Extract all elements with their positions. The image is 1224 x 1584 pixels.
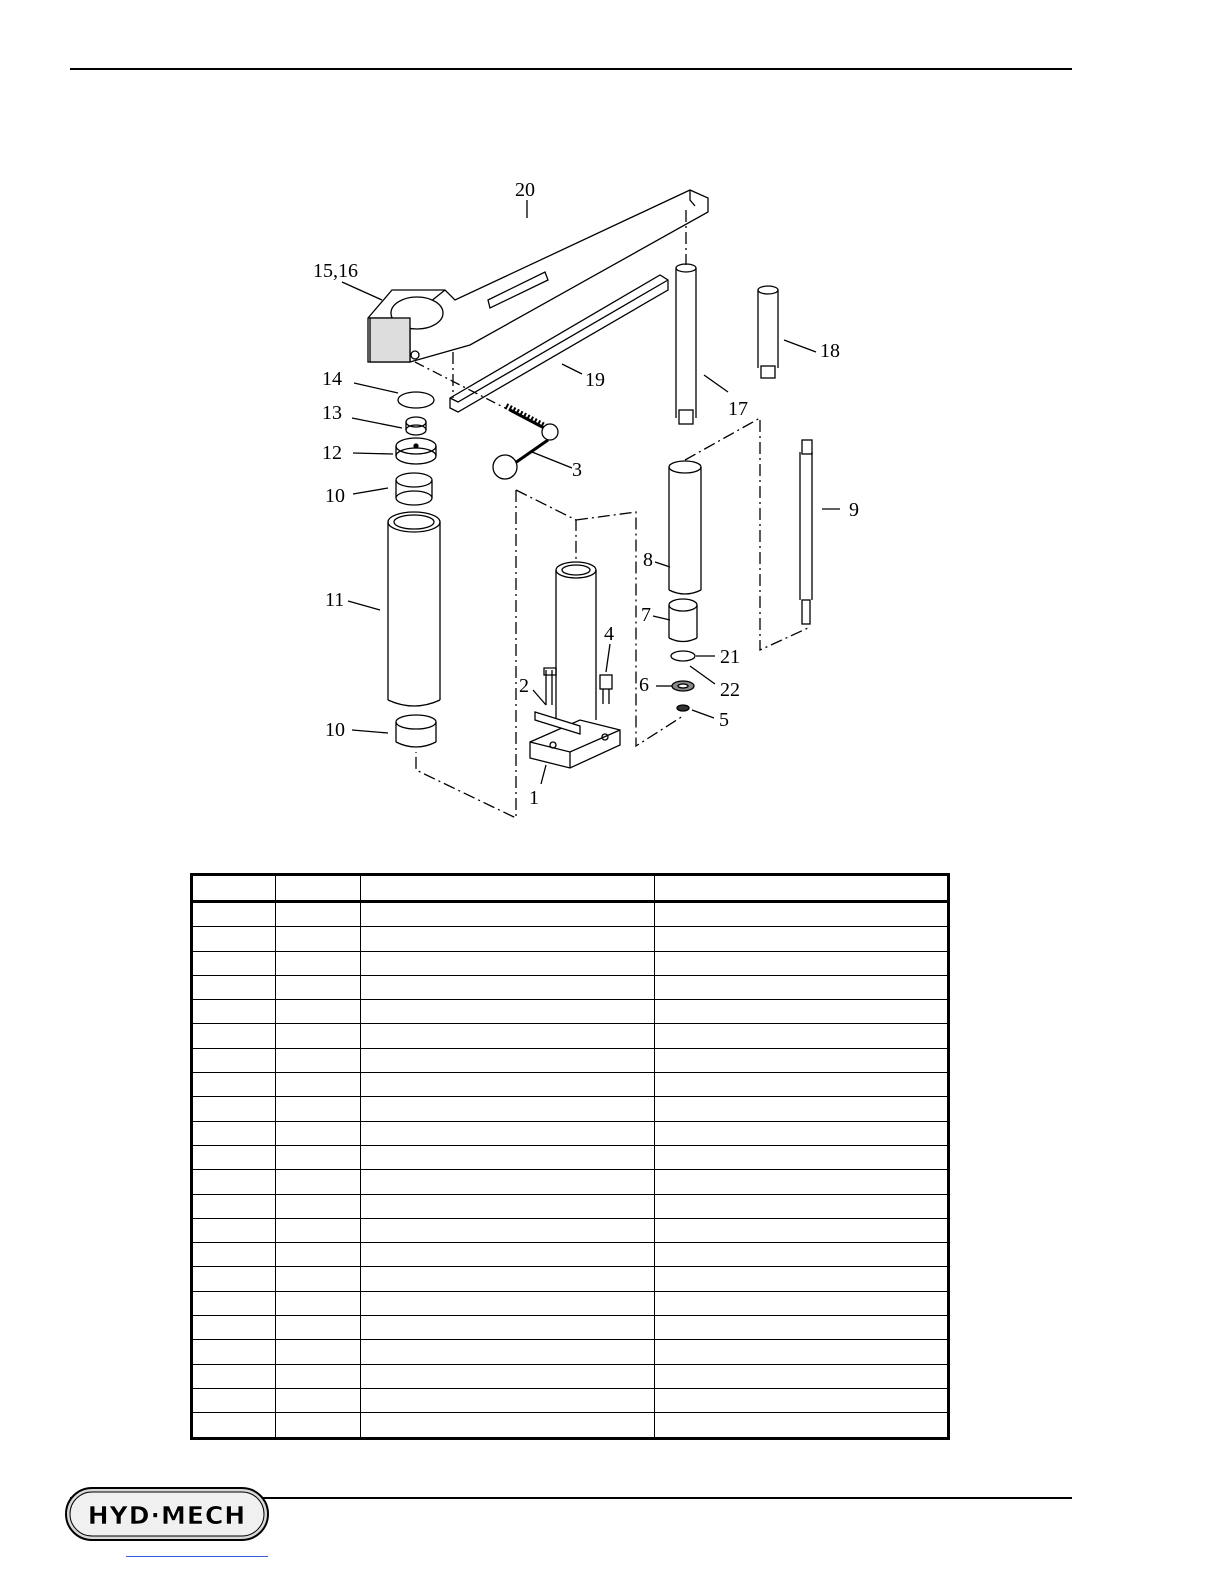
disc-12 [396,438,436,464]
callout-20: 20 [515,179,535,201]
table-cell [655,902,949,927]
callout-3: 3 [572,459,582,481]
table-row [192,1413,949,1438]
callout-10-bottom: 10 [325,719,345,741]
table-cell [361,1073,655,1097]
table-cell [192,1000,276,1024]
washer-13 [406,417,426,435]
table-cell [276,1218,361,1242]
collar-7 [669,599,697,642]
table-cell [361,951,655,975]
nut-5 [677,705,689,711]
callout-18: 18 [820,340,840,362]
table-cell [192,1340,276,1364]
callout-22: 22 [720,679,740,701]
table-cell [655,1340,949,1364]
table-cell [276,1267,361,1291]
callout-12: 12 [322,442,342,464]
callout-21: 21 [720,646,740,668]
table-cell [655,951,949,975]
footer-link-underline[interactable] [126,1556,268,1557]
table-cell [192,902,276,927]
table-cell [361,1121,655,1145]
cylinder-8 [669,461,701,594]
table-cell [361,1267,655,1291]
hyd-mech-logo [64,1486,270,1542]
table-cell [276,1388,361,1412]
table-cell [192,1413,276,1438]
table-cell [361,1388,655,1412]
table-cell [361,1170,655,1194]
table-cell [276,902,361,927]
parts-list-table [190,873,950,1440]
callout-5: 5 [719,709,729,731]
callout-7: 7 [641,604,651,626]
table-cell [276,927,361,951]
column-header [192,875,276,902]
table-row [192,1073,949,1097]
table-cell [361,1340,655,1364]
table-cell [276,1145,361,1169]
table-cell [276,951,361,975]
table-cell [655,1243,949,1267]
table-row [192,1194,949,1218]
table-cell [361,1000,655,1024]
table-cell [655,1024,949,1048]
table-cell [192,1121,276,1145]
table-cell [655,1073,949,1097]
table-cell [192,1194,276,1218]
callout-6: 6 [639,674,649,696]
table-cell [361,1218,655,1242]
table-cell [655,1145,949,1169]
table-row [192,1340,949,1364]
table-cell [361,1413,655,1438]
callout-4: 4 [604,623,614,645]
table-cell [192,1218,276,1242]
table-row [192,927,949,951]
table-cell [276,1194,361,1218]
oring-21 [671,651,695,661]
table-cell [276,1024,361,1048]
arm-assembly [368,190,708,362]
table-cell [276,1243,361,1267]
diagram-drawing [342,190,840,818]
table-cell [655,1388,949,1412]
table-row [192,1145,949,1169]
table-cell [192,1291,276,1315]
table-row [192,1388,949,1412]
svg-text:HYD·MECH: HYD·MECH [87,1501,247,1530]
table-cell [276,1316,361,1340]
table-cell [276,1170,361,1194]
table-cell [192,951,276,975]
table-cell [192,1267,276,1291]
table-cell [361,1316,655,1340]
table-row [192,1121,949,1145]
table-header-row [192,875,949,902]
table-cell [192,1364,276,1388]
table-cell [361,975,655,999]
callout-2: 2 [519,675,529,697]
callout-10-top: 10 [325,485,345,507]
table-cell [655,1048,949,1072]
seal-6 [672,681,694,691]
table-cell [361,1243,655,1267]
table-cell [276,1340,361,1364]
table-cell [361,902,655,927]
callout-13: 13 [322,402,342,424]
table-cell [361,1364,655,1388]
pin-17 [676,264,696,424]
callout-14: 14 [322,368,342,390]
table-cell [192,927,276,951]
table-cell [192,1243,276,1267]
table-cell [655,1364,949,1388]
column-header [655,875,949,902]
table-cell [192,1388,276,1412]
table-cell [276,1048,361,1072]
table-cell [192,1048,276,1072]
callout-9: 9 [849,499,859,521]
table-row [192,1243,949,1267]
table-row [192,1170,949,1194]
table-cell [361,1194,655,1218]
bushing-10-top [396,473,432,505]
table-cell [655,1194,949,1218]
pin-18 [758,286,778,378]
table-cell [361,1048,655,1072]
column-header [276,875,361,902]
table-cell [655,1291,949,1315]
table-row [192,1218,949,1242]
table-cell [192,1024,276,1048]
base-post [556,562,596,720]
table-cell [192,1073,276,1097]
callout-8: 8 [643,549,653,571]
table-cell [361,927,655,951]
callout-15-16: 15,16 [313,260,358,282]
table-cell [361,1024,655,1048]
table-cell [276,1121,361,1145]
table-cell [361,1291,655,1315]
table-cell [655,1218,949,1242]
table-cell [276,975,361,999]
table-cell [655,927,949,951]
table-cell [192,1145,276,1169]
table-row [192,1048,949,1072]
table-cell [655,1267,949,1291]
parts-table-body [192,902,949,1439]
rod-9 [800,440,812,624]
table-row [192,1000,949,1024]
ring-14 [398,392,434,408]
table-cell [276,1097,361,1121]
table-cell [276,1413,361,1438]
table-row [192,1291,949,1315]
table-cell [655,1097,949,1121]
table-cell [192,1170,276,1194]
table-cell [192,1097,276,1121]
table-cell [361,1097,655,1121]
table-cell [655,1413,949,1438]
table-row [192,1024,949,1048]
table-cell [655,1316,949,1340]
table-row [192,1364,949,1388]
table-row [192,951,949,975]
table-cell [655,1170,949,1194]
table-row [192,1097,949,1121]
table-cell [276,1000,361,1024]
table-cell [655,975,949,999]
table-cell [192,975,276,999]
table-row [192,1316,949,1340]
callout-11: 11 [325,589,345,611]
callout-1: 1 [529,787,539,809]
table-row [192,902,949,927]
table-cell [276,1364,361,1388]
table-cell [192,1316,276,1340]
column-header [361,875,655,902]
table-row [192,975,949,999]
table-cell [276,1073,361,1097]
callout-17: 17 [728,398,748,420]
callout-19: 19 [585,369,605,391]
table-row [192,1267,949,1291]
table-cell [276,1291,361,1315]
bolt-4 [600,675,612,704]
tube-11 [388,512,440,706]
bushing-10-bottom [396,715,436,747]
table-cell [361,1145,655,1169]
table-cell [655,1121,949,1145]
table-cell [655,1000,949,1024]
